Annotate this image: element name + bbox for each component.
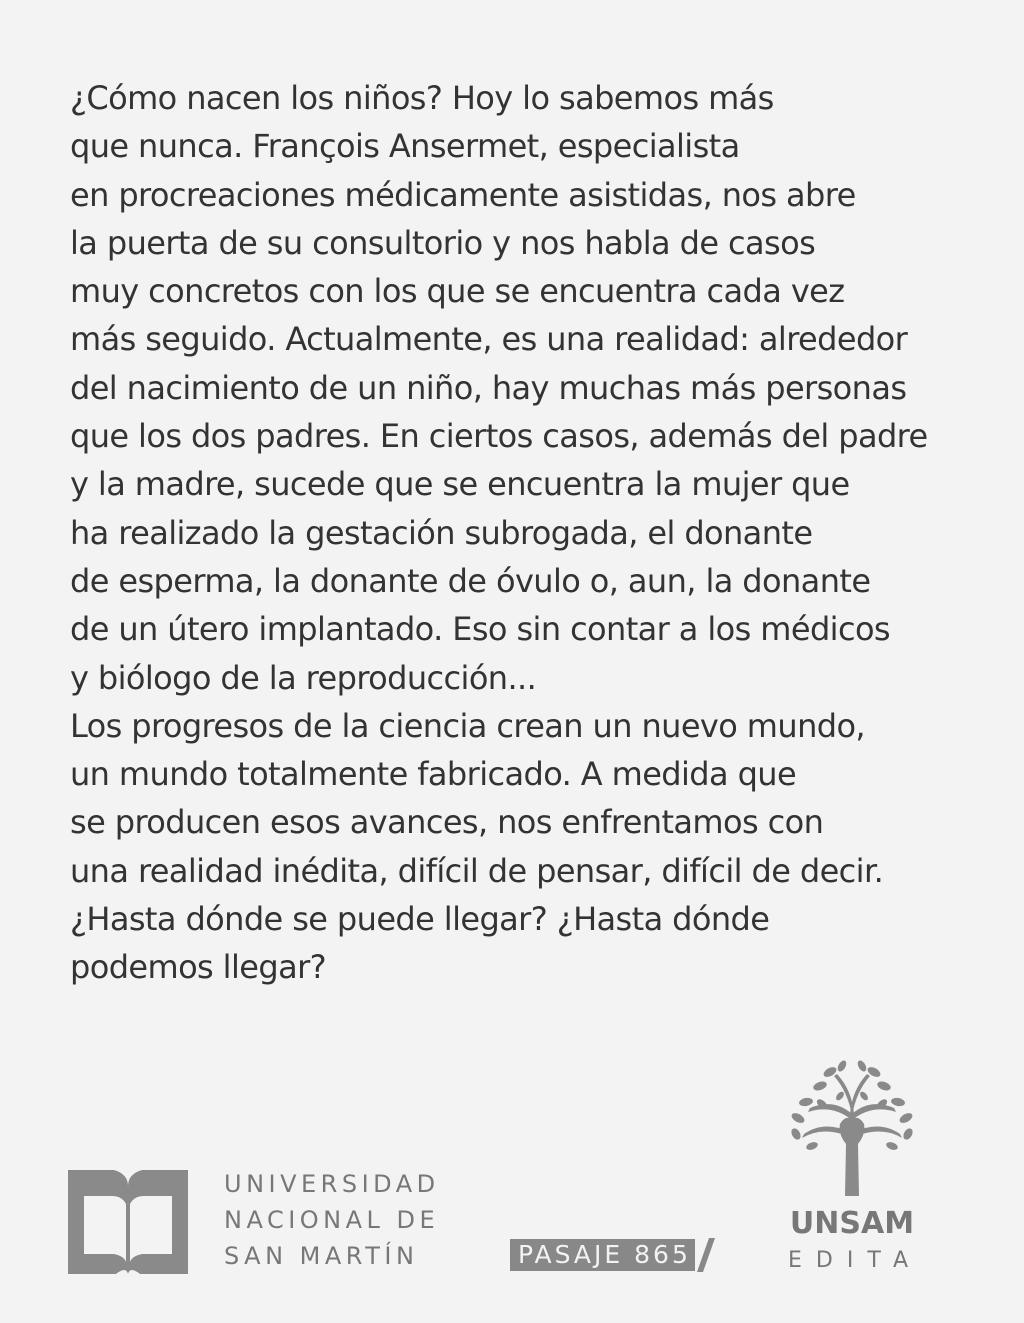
slash-mark-icon (695, 1238, 717, 1272)
collection-label: PASAJE 865 (510, 1239, 695, 1271)
blurb-line: una realidad inédita, difícil de pensar, difícil de decir. (70, 851, 884, 890)
collection-logo (510, 1238, 717, 1272)
publisher-subtitle: EDITA (788, 1248, 923, 1273)
publisher-name: UNSAM (789, 1206, 915, 1241)
blurb-line: se producen esos avances, nos enfrentamos con (70, 803, 824, 842)
university-name-line: SAN MARTÍN (224, 1242, 419, 1270)
blurb-line: que los dos padres. En ciertos casos, además del padre (70, 417, 928, 456)
blurb-line: un mundo totalmente fabricado. A medida que (70, 755, 797, 794)
tree-icon (782, 1056, 922, 1196)
blurb-line: la puerta de su consultorio y nos habla de casos (70, 223, 816, 262)
blurb-line: en procreaciones médicamente asistidas, nos abre (70, 175, 856, 214)
blurb-line: ¿Cómo nacen los niños? Hoy lo sabemos más (70, 79, 774, 117)
blurb-line: más seguido. Actualmente, es una realidad: alrededor (70, 320, 908, 359)
back-cover-blurb (70, 74, 970, 992)
blurb-line: podemos llegar? (70, 948, 327, 987)
blurb-line: ha realizado la gestación subrogada, el donante (70, 513, 813, 552)
blurb-line: Los progresos de la ciencia crean un nuevo mundo, (70, 706, 866, 745)
blurb-line: del nacimiento de un niño, hay muchas más personas (70, 368, 907, 407)
blurb-line: y biólogo de la reproducción... (70, 658, 537, 697)
university-name-line: NACIONAL DE (224, 1206, 440, 1234)
open-book-icon (68, 1170, 188, 1274)
university-name-line: UNIVERSIDAD (224, 1170, 440, 1198)
blurb-line: ¿Hasta dónde se puede llegar? ¿Hasta dónde (70, 900, 770, 939)
blurb-line: de esperma, la donante de óvulo o, aun, la donante (70, 561, 871, 600)
university-name (224, 1166, 440, 1274)
blurb-line: y la madre, sucede que se encuentra la mujer que (70, 465, 850, 504)
blurb-line: de un útero implantado. Eso sin contar a los médicos (70, 610, 891, 649)
blurb-line: muy concretos con los que se encuentra cada vez (70, 272, 845, 311)
blurb-line: que nunca. François Ansermet, especialista (70, 127, 740, 166)
